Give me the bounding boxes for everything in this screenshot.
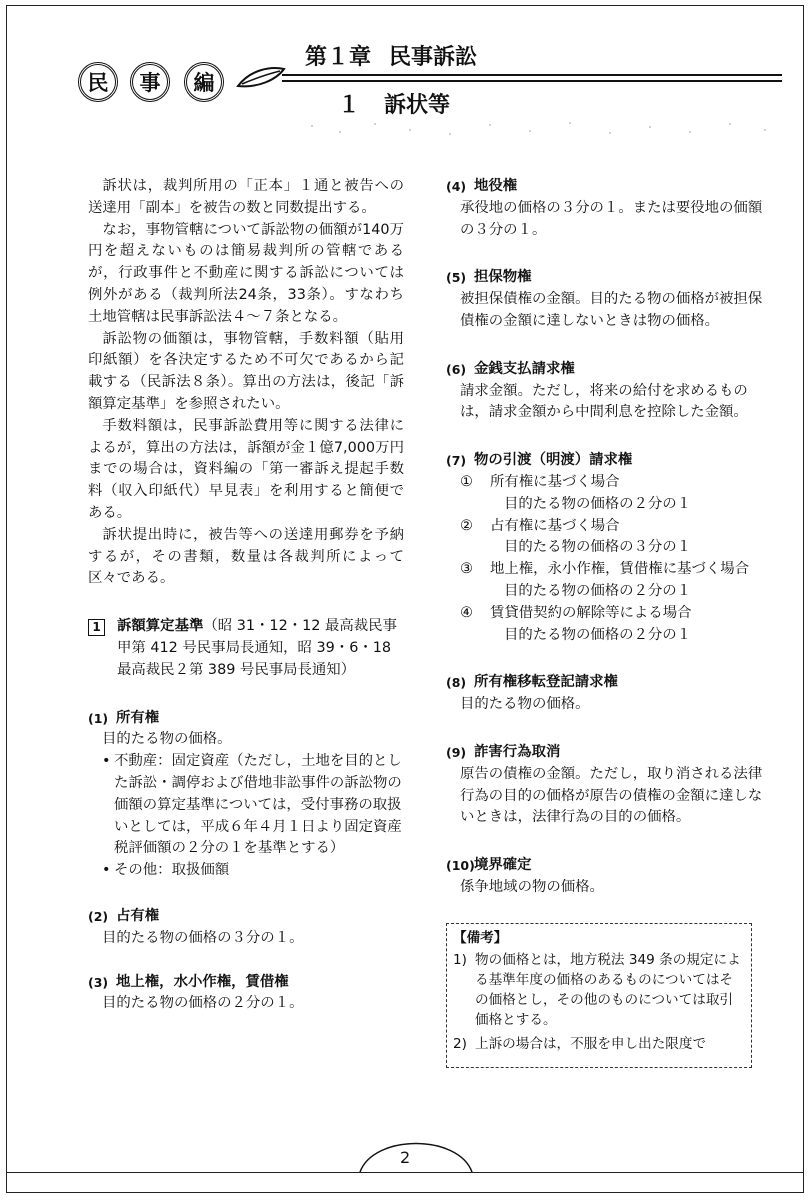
section-title: 訴状等 <box>384 93 451 118</box>
list-item-case: 占有権に基づく場合 <box>490 517 620 534</box>
list-item-case: 所有権に基づく場合 <box>490 473 620 490</box>
remarks-box <box>446 923 752 1068</box>
list-item-case: 地上権，永小作権，賃借権に基づく場合 <box>490 561 750 578</box>
list-item-value: 目的たる物の価格の２分の１ <box>504 626 692 643</box>
section-item-title: 所有権移転登記請求権 <box>474 674 618 691</box>
remarks-item-number: 1) <box>453 951 467 968</box>
section-item <box>88 708 404 882</box>
remarks-item-text: 物の価格とは，地方税法 349 条の規定による基準年度の価格のあるものについてはその価格とし，その他のものについては取引価格とする。 <box>475 951 741 1028</box>
section-item-body: 目的たる物の価格。 <box>460 696 590 713</box>
section-item-body: 目的たる物の価格の２分の１。 <box>102 995 304 1012</box>
section-item <box>88 906 404 950</box>
section-item <box>88 972 404 1016</box>
paragraph: 訴状提出時に，被告等への送達用郵券を予納するが，その書類，数量は各裁判所によって区々である。 <box>88 526 404 587</box>
chapter-number: 第１章 <box>305 45 372 70</box>
section-item-number: (10) <box>446 858 475 874</box>
chapter-title: 民事訴訟 <box>389 45 478 70</box>
remarks-item-text: 上訴の場合は，不服を申し出た限度で <box>475 1035 707 1052</box>
section-item-heading <box>446 267 766 289</box>
section-item-number: (7) <box>446 453 467 469</box>
badge-char-1: 民 <box>78 62 118 102</box>
section-item-heading <box>446 855 766 877</box>
section-item-heading <box>446 450 766 472</box>
section-item-body: 係争地域の物の価格。 <box>460 878 604 895</box>
section-item-number: (4) <box>446 179 467 194</box>
section-item-number: (2) <box>88 908 109 924</box>
list-item-case: 賃貸借契約の解除等による場合 <box>490 604 692 621</box>
list-item <box>446 603 766 625</box>
list-item-value: 目的たる物の価格の２分の１ <box>504 582 692 599</box>
section-item <box>446 359 766 424</box>
box-heading-text <box>117 616 404 681</box>
section-item-title: 所有権 <box>116 709 160 726</box>
section-item-body: 目的たる物の価格。 <box>102 731 232 748</box>
section-item-number: (8) <box>446 675 467 691</box>
section-item-body: 請求金額。ただし，将来の給付を求めるものは，請求金額から中間利息を控除した金額。 <box>460 382 748 421</box>
header-rule-bottom <box>282 80 782 82</box>
list-item-marker: ① <box>460 473 473 490</box>
box-heading-number: 1 <box>88 619 105 636</box>
list-item-marker: ④ <box>460 604 473 621</box>
section-item <box>446 267 766 332</box>
section-item-title: 境界確定 <box>474 857 532 874</box>
section-item-body: 原告の債権の金額。ただし，取り消される法律行為の目的の価格が原告の債権の金額に達しないときは，法律行為の目的の価格。 <box>460 765 763 826</box>
section-item-title: 地上権，水小作権，賃借権 <box>116 973 289 990</box>
bullet-item <box>88 751 404 860</box>
section-heading <box>338 88 450 119</box>
section-item-number: (3) <box>88 974 109 990</box>
remarks-item-number: 2) <box>453 1035 467 1052</box>
section-item <box>446 742 766 829</box>
section-item <box>446 855 766 899</box>
section-item-number: (6) <box>446 361 467 377</box>
footer-rule <box>6 1172 804 1173</box>
section-item-heading <box>88 972 404 994</box>
list-item <box>446 472 766 494</box>
section-item-number: (5) <box>446 270 467 286</box>
bullet-text: その他：取扱価額 <box>114 862 230 879</box>
section-item-title: 物の引渡（明渡）請求権 <box>474 452 633 469</box>
remarks-item <box>453 950 743 1030</box>
paragraph: 手数料額は，民事訴訟費用等に関する法律によるが，算出の方法は，訴額が金１億7,000万円までの場合は，資料編の「第一審訴え提起手数料（収入印紙代）早見表」を利用すると簡便である。 <box>88 417 404 521</box>
header-rule-top <box>282 74 782 76</box>
section-item-title: 金銭支払請求権 <box>474 360 575 377</box>
section-item-heading <box>446 672 766 694</box>
page-number: 2 <box>400 1148 411 1167</box>
section-number: １ <box>338 93 361 118</box>
paragraph: なお，事物管轄について訴訟物の価額が140万円を超えないものは簡易裁判所の管轄であるが，行政事件と不動産に関する訴訟については例外がある（裁判所法24条，33条）。すなわち土地管轄は民事訴訟法４～７条となる。 <box>88 221 404 325</box>
list-item <box>446 516 766 538</box>
section-item-body: 承役地の価格の３分の１。または要役地の価額の３分の１。 <box>460 199 763 238</box>
section-item-title: 担保物権 <box>474 269 532 286</box>
box-heading <box>88 616 404 681</box>
section-item <box>446 672 766 716</box>
remarks-item <box>453 1034 743 1054</box>
left-column <box>88 176 404 1015</box>
section-item-heading <box>446 176 766 198</box>
list-item <box>446 559 766 581</box>
remarks-title: 【備考】 <box>453 929 508 946</box>
header-speckle-decoration <box>300 120 780 138</box>
section-item <box>446 450 766 646</box>
page-number-arc <box>356 1128 476 1174</box>
section-item-heading <box>446 359 766 381</box>
paragraph: 訴訟物の価額は，事物管轄，手数料額（貼用印紙額）を各決定するため不可欠であるから記載する（民訴法８条）。算出の方法は，後記「訴額算定基準」を参照されたい。 <box>88 330 404 412</box>
bullet-text: 不動産：固定資産（ただし，土地を目的とした訴訟・調停および借地非訟事件の訴訟物の価額の算定基準については，受付事務の取扱いとしては，平成６年４月１日より固定資産税評価額の２分の１を基準とする） <box>114 753 402 857</box>
badge-char-3: 編 <box>184 62 224 102</box>
section-item-title: 詐害行為取消 <box>474 743 561 760</box>
list-item-marker: ② <box>460 517 473 534</box>
list-item-value: 目的たる物の価格の２分の１ <box>504 495 692 512</box>
box-heading-note: （昭 31・12・12 最高裁民事甲第 412 号民事局長通知，昭 39・6・18 最高裁民２第 389 号民事局長通知） <box>117 618 397 678</box>
leaf-icon <box>236 66 286 90</box>
section-item-number: (9) <box>446 744 467 760</box>
section-item-heading <box>88 708 404 730</box>
list-item-marker: ③ <box>460 561 473 578</box>
list-item-value: 目的たる物の価格の３分の１ <box>504 539 692 556</box>
section-item-heading <box>88 906 404 928</box>
badge-char-2: 事 <box>130 62 170 102</box>
section-item-body: 目的たる物の価格の３分の１。 <box>102 929 304 946</box>
section-item <box>446 176 766 241</box>
box-heading-title: 訴額算定基準 <box>117 618 204 635</box>
bullet-item <box>88 860 404 882</box>
paragraph: 訴状は，裁判所用の「正本」１通と被告への送達用「副本」を被告の数と同数提出する。 <box>88 178 404 216</box>
section-item-title: 占有権 <box>116 907 160 924</box>
bullet-marker: • <box>102 862 111 879</box>
section-item-number: (1) <box>88 710 109 726</box>
section-item-title: 地役権 <box>474 178 518 194</box>
section-item-body: 被担保債権の金額。目的たる物の価格が被担保債権の金額に達しないときは物の価格。 <box>460 291 763 329</box>
bullet-marker: • <box>102 753 111 770</box>
chapter-heading <box>305 40 477 71</box>
section-item-heading <box>446 742 766 764</box>
right-column <box>446 176 766 1068</box>
